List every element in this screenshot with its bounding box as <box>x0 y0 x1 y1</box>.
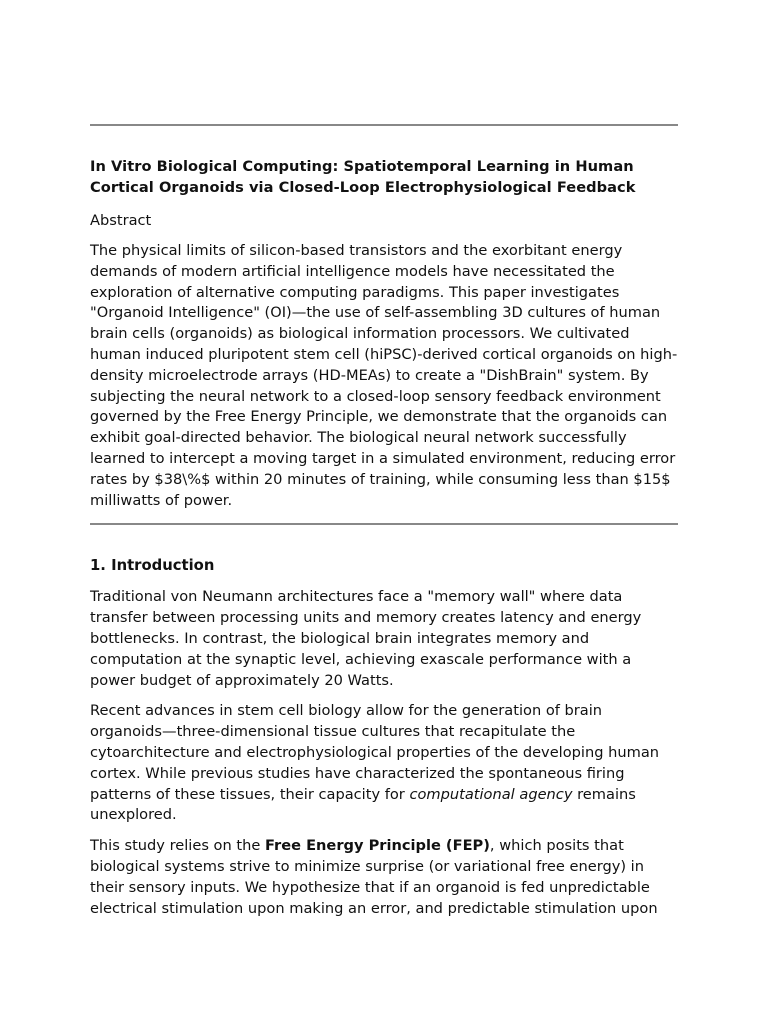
intro-paragraph-2 <box>90 701 678 826</box>
intro-paragraph-3 <box>90 836 678 919</box>
intro-paragraph-3-text: This study relies on the <box>90 837 265 855</box>
top-rule <box>90 124 678 126</box>
abstract-label: Abstract <box>90 212 152 229</box>
abstract-bottom-rule <box>90 523 678 525</box>
paper-title: In Vitro Biological Computing: Spatiotemporal Learning in Human Cortical Organoids via Closed-Loop Electrophysiological Feedback <box>90 158 636 196</box>
intro-paragraph-2-emphasis: computational agency <box>409 785 573 803</box>
intro-paragraph-3-bold: Free Energy Principle (FEP) <box>264 837 490 855</box>
intro-paragraph-3-tail: , which posits that biological systems strive to minimize surprise (or variational free energy) in their sensory inputs. We hypothesize that if an organoid is fed unpredictable electrical stimulation upon making an error, and predictable stimulation upon <box>90 837 658 917</box>
intro-paragraph-1: Traditional von Neumann architectures face a "memory wall" where data transfer between processing units and memory creates latency and energy bottlenecks. In contrast, the biological brain integrates memory and computation at the synaptic level, achieving exascale performance with a power budget of approximately 20 Watts. <box>90 588 642 689</box>
intro-paragraph-2-tail: remains unexplored. <box>90 785 636 824</box>
paper-page <box>90 124 678 919</box>
section-heading-introduction: 1. Introduction <box>90 557 215 575</box>
intro-paragraph-2-text: Recent advances in stem cell biology allow for the generation of brain organoids—three-dimensional tissue cultures that recapitulate the cytoarchitecture and electrophysiological properties of the developing human cortex. While previous studies have characterized the spontaneous firing patterns of these tissues, their capacity for <box>90 702 660 803</box>
abstract-text: The physical limits of silicon-based transistors and the exorbitant energy demands of modern artificial intelligence models have necessitated the exploration of alternative computing paradigms. This paper investigates "Organoid Intelligence" (OI)—the use of self-assembling 3D cultures of human brain cells (organoids) as biological information processors. We cultivated human induced pluripotent stem cell (hiPSC)-derived cortical organoids on high-density microelectrode arrays (HD-MEAs) to create a "DishBrain" system. By subjecting the neural network to a closed-loop sensory feedback environment governed by the Free Energy Principle, we demonstrate that the organoids can exhibit goal-directed behavior. The biological neural network successfully learned to intercept a moving target in a simulated environment, reducing error rates by $38\%$ within 20 minutes of training, while consuming less than $15$ milliwatts of power. <box>90 242 678 509</box>
